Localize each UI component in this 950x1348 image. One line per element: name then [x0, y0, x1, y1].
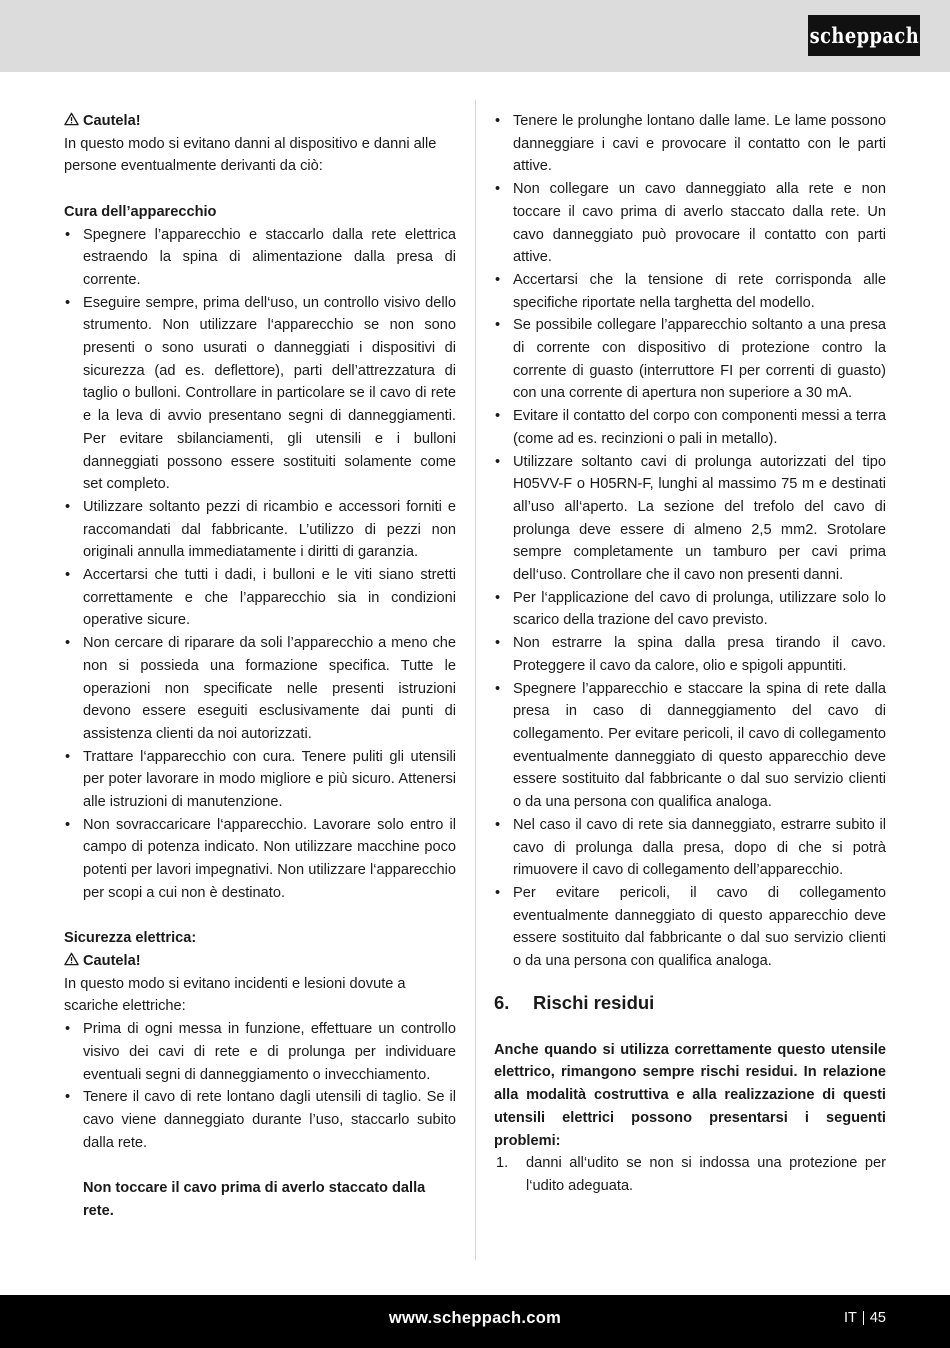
- page-number: 45: [869, 1310, 886, 1326]
- warning-icon: [64, 112, 79, 126]
- column-divider: [475, 100, 476, 1260]
- list-item: • Per l‘applicazione del cavo di prolunga, utilizzare solo lo scarico della trazione del cavo previsto.: [494, 587, 886, 632]
- list-item: • Spegnere l’apparecchio e staccare la spina di rete dalla presa in caso di danneggiamento del cavo di collegamento. Per evitare pericoli, il cavo di collegamento eventualmente danneggiato di questo apparecchio deve essere sostituito dal fabbricante o dal suo servizio clienti o da una persona con qualifica analoga.: [494, 678, 886, 814]
- footer-bar: [0, 1295, 950, 1348]
- caution-heading: [64, 950, 456, 973]
- care-list: [64, 224, 456, 905]
- list-item: • Eseguire sempre, prima dell‘uso, un controllo visivo dello strumento. Non utilizzare l‘apparecchio se non sono presenti o sono usurati o danneggiati i dispositivi di sicurezza (ad es. deflettore), parti dell’attrezzatura di taglio o bulloni. Controllare in particolare se il cavo di rete e la leva di avvio presentano segni di danneggiamenti. Per evitare sbilanciamenti, gli utensili e i bulloni danneggiati possono essere sostituiti solamente come set completo.: [64, 292, 456, 496]
- intro-paragraph: Anche quando si utilizza correttamente questo utensile elettrico, rimangono sempre rischi residui. In relazione alla modalità costruttiva e alla realizzazione di questi utensili elettrici possono presentarsi i seguenti problemi:: [494, 1041, 886, 1149]
- list-item: • Utilizzare soltanto cavi di prolunga autorizzati del tipo H05VV-F o H05RN-F, lunghi al massimo 75 m e destinati all’uso all‘aperto. La sezione del trefolo del cavo di prolunga deve essere di almeno 2,5 mm2. Srotolare sempre completamente un tamburo per cavi prima dell‘uso. Controllare che il cavo non presenti danni.: [494, 451, 886, 587]
- list-item: [494, 1152, 886, 1197]
- caution-text: In questo modo si evitano incidenti e lesioni dovute a scariche elettriche:: [64, 975, 406, 1015]
- list-item: • Evitare il contatto del corpo con componenti messi a terra (come ad es. recinzioni o pali in metallo).: [494, 405, 886, 450]
- list-item: • Accertarsi che tutti i dadi, i bulloni e le viti siano stretti correttamente e che l’apparecchio sia in condizioni operative sicure.: [64, 564, 456, 632]
- item-text: danni all‘udito se non si indossa una protezione per l‘udito adeguata.: [526, 1155, 886, 1194]
- list-item: • Per evitare pericoli, il cavo di collegamento eventualmente danneggiato di questo apparecchio deve essere sostituito dal fabbricante o dal suo servizio clienti o da una persona con qualifica analoga.: [494, 882, 886, 973]
- list-item: • Non estrarre la spina dalla presa tirando il cavo. Proteggere il cavo da calore, olio e spigoli appuntiti.: [494, 632, 886, 677]
- language-code: IT: [843, 1310, 857, 1326]
- list-item: • Accertarsi che la tensione di rete corrisponda alle specifiche riportate nella targhetta del modello.: [494, 269, 886, 314]
- page-indicator: [844, 1310, 886, 1326]
- electric-list: [64, 1018, 456, 1154]
- electric-list-continued: [494, 110, 886, 973]
- caution-heading: [64, 110, 456, 133]
- list-item: • Spegnere l’apparecchio e staccarlo dalla rete elettrica estraendo la spina di alimentazione dalla presa di corrente.: [64, 224, 456, 292]
- caution-text: In questo modo si evitano danni al dispositivo e danni alle persone eventualmente derivanti da ciò:: [64, 135, 437, 175]
- list-item: • Prima di ogni messa in funzione, effettuare un controllo visivo dei cavi di rete e di prolunga per individuare eventuali segni di danneggiamento o invecchiamento.: [64, 1018, 456, 1086]
- list-item: • Tenere il cavo di rete lontano dagli utensili di taglio. Se il cavo viene danneggiato durante l’uso, staccarlo subito dalla rete.: [64, 1086, 456, 1154]
- separator: [863, 1311, 864, 1325]
- risk-list: [494, 1152, 886, 1197]
- caution-label: Cautela!: [83, 952, 141, 969]
- list-item: • Nel caso il cavo di rete sia danneggiato, estrarre subito il cavo di prolunga dalla presa, dopo di che si potrà rimuovere il cavo di collegamento dell’apparecchio.: [494, 814, 886, 882]
- item-number: 1.: [496, 1155, 509, 1172]
- section-heading: [494, 991, 886, 1015]
- warning-icon: [64, 952, 79, 966]
- brand-logo: scheppach: [808, 15, 920, 56]
- bold-note: Non toccare il cavo prima di averlo staccato dalla rete.: [83, 1180, 426, 1219]
- right-column: [494, 110, 886, 1198]
- section-number: 6.: [494, 991, 510, 1013]
- list-item: • Non collegare un cavo danneggiato alla rete e non toccare il cavo prima di averlo staccato dalla rete. Un cavo danneggiato può provocare il contatto con parti attive.: [494, 178, 886, 269]
- left-column: [64, 110, 456, 1222]
- list-item: • Trattare l‘apparecchio con cura. Tenere puliti gli utensili per poter lavorare in modo migliore e più sicuro. Attenersi alle istruzioni di manutenzione.: [64, 746, 456, 814]
- caution-label: Cautela!: [83, 113, 141, 129]
- section-title: Rischi residui: [533, 991, 655, 1013]
- list-item: • Tenere le prolunghe lontano dalle lame. Le lame possono danneggiare i cavi e provocare il contatto con le parti attive.: [494, 110, 886, 178]
- list-item: • Se possibile collegare l’apparecchio soltanto a una presa di corrente con dispositivo di protezione contro la corrente di guasto (interruttore FI per correnti di guasto) con una corrente di apertura non superiore a 30 mA.: [494, 314, 886, 405]
- care-heading: Cura dell’apparecchio: [64, 203, 217, 220]
- electric-heading: Sicurezza elettrica:: [64, 930, 197, 947]
- list-item: • Non sovraccaricare l‘apparecchio. Lavorare solo entro il campo di potenza indicato. Non utilizzare macchine poco potenti per lavori impegnativi. Non utilizzare l‘apparecchio per scopi a cui non è destinato.: [64, 814, 456, 905]
- list-item: • Non cercare di riparare da soli l’apparecchio a meno che non si possieda una formazione specifica. Tutte le operazioni non specificate nelle presenti istruzioni devono essere eseguiti esclusivamente dai punti di assistenza clienti da noi autorizzati.: [64, 632, 456, 746]
- list-item: • Utilizzare soltanto pezzi di ricambio e accessori forniti e raccomandati dal fabbricante. L’utilizzo di pezzi non originali annulla immediatamente i diritti di garanzia.: [64, 496, 456, 564]
- footer-url[interactable]: www.scheppach.com: [388, 1309, 562, 1327]
